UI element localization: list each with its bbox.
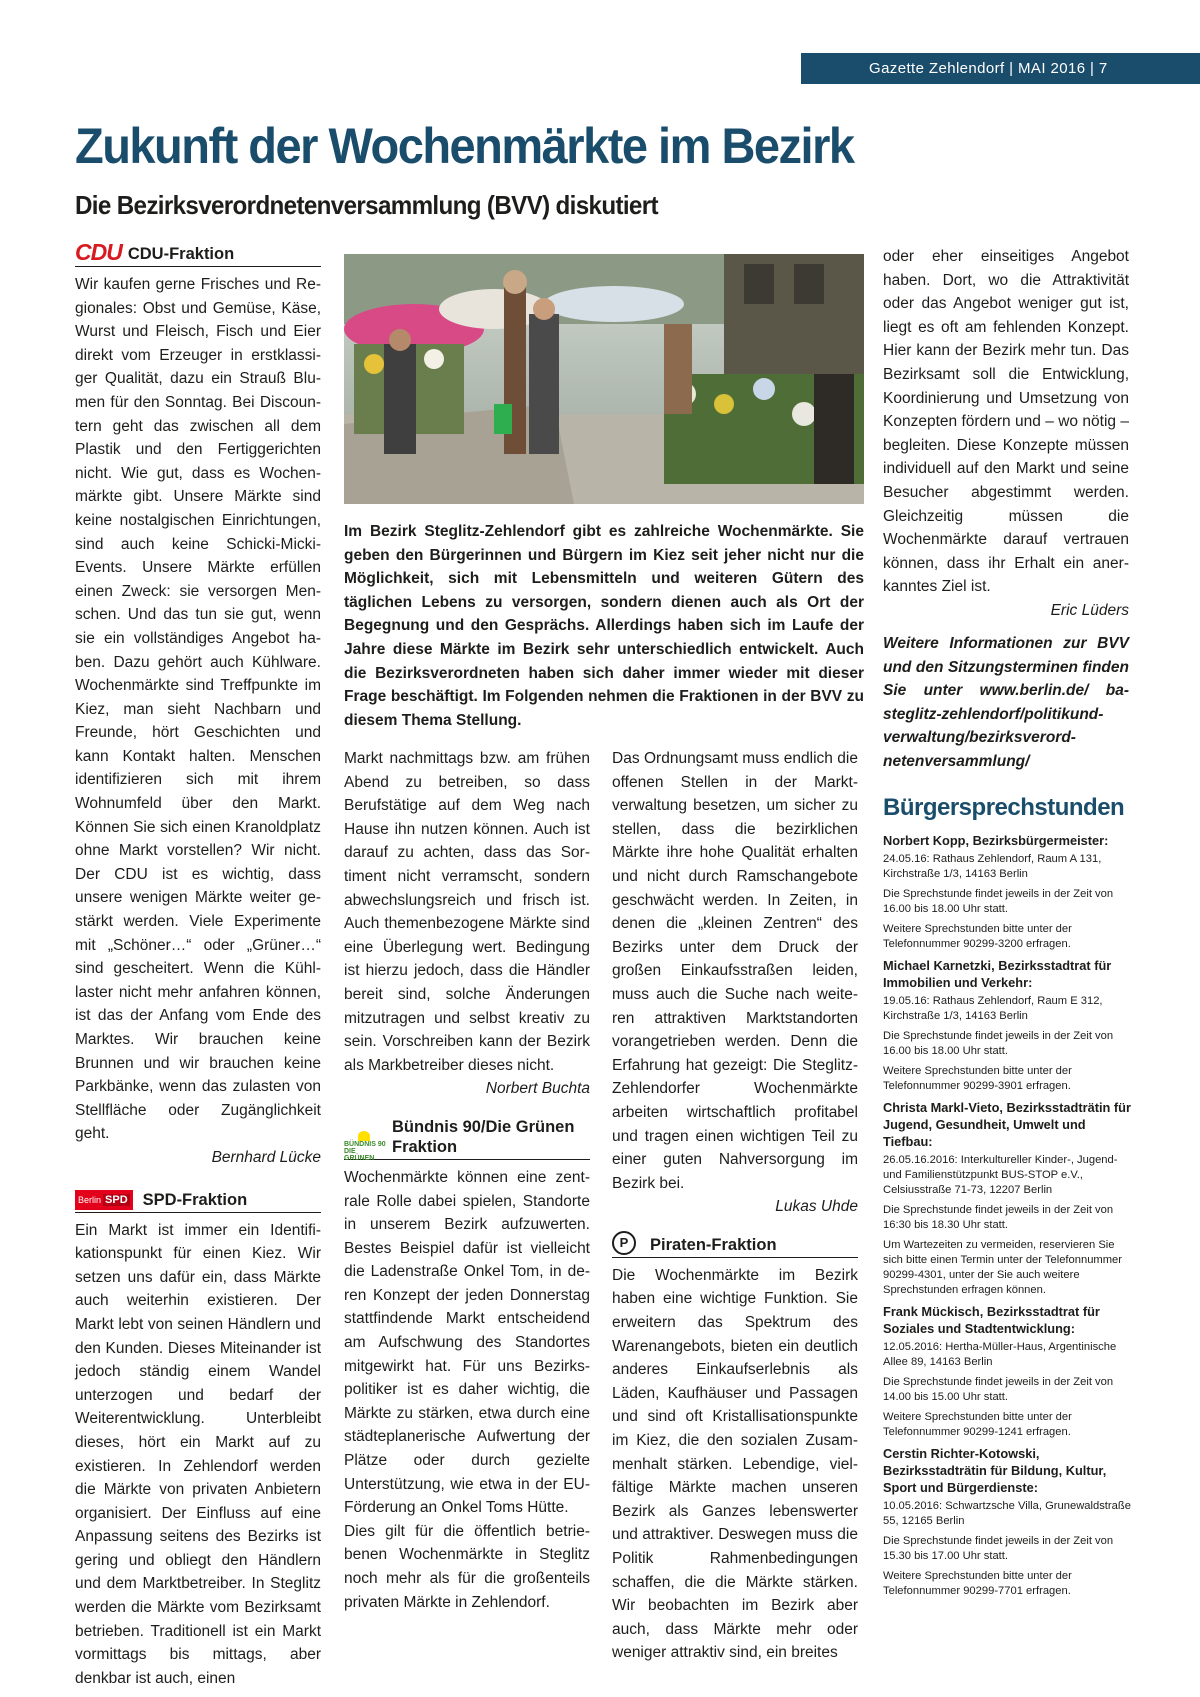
market-photo-image xyxy=(344,254,864,504)
sprechstunde-entry xyxy=(883,1445,1135,1599)
sprechstunde-line: 24.05.16: Rathaus Zehlendorf, Raum A 131, Kirchstraße 1/3, 14163 Berlin xyxy=(883,853,1102,880)
piraten-author: Eric Lüders xyxy=(1050,601,1129,619)
market-photo xyxy=(344,254,864,504)
gruene-label-line2: Fraktion xyxy=(392,1137,458,1156)
spd-author: Norbert Buchta xyxy=(485,1080,590,1098)
column-3 xyxy=(612,747,858,1665)
piraten-text: Die Wochenmärkte im Bezirk haben eine wichtige Funktion. Sie erweitern das Spektrum des Warenangebots, bieten ein deutlich anderes Einkaufserlebnis als Läden, Kaufhäuser und Passagen und sind oft Kristallisationspunkte im Kiez, die den sozialen Zusammenhalt stärken. Lebendige, vielfältige Märkte machen unseren Bezirk als Ganzes lebenswerter und attraktiver. Deswegen muss die Politik Rahmenbedingungen schaffen, die die Märkte stärken. Wir beobachten im Bezirk aber auch, dass Märkte mehr oder weniger attraktiv sind, ein breites xyxy=(612,1266,858,1662)
gruene-logo xyxy=(344,1131,386,1162)
bvv-info-text: Weitere Informationen zur BVV und den Sitzungsterminen finden Sie unter www.berlin.de/ ba-steglitz-zehlendorf/politikund-verwaltung/bezirksverordnetenversammlung/ xyxy=(883,635,1129,770)
spd-label: SPD-Fraktion xyxy=(142,1190,248,1209)
gruene-label-line1: Bündnis 90/Die Grünen xyxy=(392,1117,575,1136)
sprechstunde-line: Die Sprechstunde findet jeweils in der Zeit von 15.30 bis 17.00 Uhr statt. xyxy=(883,1535,1114,1562)
cdu-label: CDU-Fraktion xyxy=(127,245,235,263)
column-4 xyxy=(883,245,1129,623)
sprechstunde-line: Die Sprechstunde findet jeweils in der Zeit von 16:30 bis 18.30 Uhr statt. xyxy=(883,1204,1114,1231)
header-bar-text: Gazette Zehlendorf | MAI 2016 | 7 xyxy=(869,60,1108,77)
sprechstunde-entry xyxy=(883,1099,1135,1298)
lead-text: Im Bezirk Steglitz-Zehlendorf gibt es zahlreiche Wochenmärkte. Sie geben den Bürgerinnen und Bürgern im Kiez seit jeher nicht nur die Möglichkeit, sich mit Lebensmitteln und weiteren Gütern des täglichen Lebens zu versorgen, sondern dienen auch als Ort der Begegnung und den Gesprächs. Allerdings haben sich im Laufe der Jahre diese Märkte im Bezirk sehr unterschiedlich entwickelt. Auch die Bezirksverordneten haben sich daher immer wieder mit dieser Frage beschäftigt. Im Folgenden nehmen die Fraktionen in der BVV zu diesem Thema Stellung. xyxy=(344,523,864,729)
sprechstunde-line: Weitere Sprechstunden bitte unter der Telefonnummer 90299-7701 erfragen. xyxy=(883,1570,1072,1597)
spd-header xyxy=(75,1184,321,1213)
sprechstunde-line: Um Wartezeiten zu vermeiden, reservieren Sie sich bitte einen Termin unter der Telefonnummer 90299-4301, unter der Sie auch weitere Sprechstunden erfragen können. xyxy=(883,1239,1122,1296)
sprechstunde-name: Norbert Kopp, Bezirksbürgermeister: xyxy=(883,833,1109,848)
spd-text: Ein Markt ist immer ein Identifikationspunkt für einen Kiez. Wir setzen uns dafür ein, dass Märkte auch weiterhin existieren. Der Markt lebt von seinen Händlern und den Kunden. Dieses Miteinander ist jedoch ständig einem Wandel unterzogen und bedarf der Weiterentwicklung. Unterbleibt dieses, hört ein Markt auf zu existieren. In Zehlendorf werden die Märkte von privaten Anbietern organisiert. Der Einfluss auf eine Anpassung seitens des Bezirks ist gering und obliegt den Händlern und dem Marktbetreiber. In Steglitz werden die Märkte vom Bezirksamt betrieben. Traditionell ist ein Markt vormittags bis mittags, aber denkbar ist auch, einen xyxy=(75,1221,321,1687)
sprechstunde-name: Frank Mückisch, Bezirksstadtrat für Soziales und Stadtentwicklung: xyxy=(883,1304,1100,1336)
cdu-header xyxy=(75,238,321,267)
page-subheadline: Die Bezirksverordnetenversammlung (BVV) diskutiert xyxy=(75,190,658,220)
column-1 xyxy=(75,238,321,1690)
piraten-logo: P xyxy=(612,1231,636,1255)
cdu-logo: CDU xyxy=(75,239,122,265)
sprechstunde-entry xyxy=(883,957,1135,1094)
sprechstunden-list xyxy=(883,832,1135,1604)
sprechstunde-line: Die Sprechstunde findet jeweils in der Zeit von 16.00 bis 18.00 Uhr statt. xyxy=(883,888,1114,915)
gruene-text-continued: Das Ordnungsamt muss endlich die offenen Stellen in der Marktverwaltung besetzen, um sicher zu stellen, dass die bezirklichen Märkte ihre hohe Qualität erhalten und nicht durch Ramschangebote geschwächt werden. In Zeiten, in denen die „kleinen Zentren“ des Bezirks unter dem Druck der großen Einkaufsstraßen leiden, muss auch die Suche nach weiteren attraktiven Marktstandorten vorangetrieben werden. Denn die Erfahrung hat gezeigt: Die Steglitz-Zehlendorfer Wochenmärkte arbeiten wirtschaftlich profitabel und tragen einen wichtigen Teil zu einer guten Nahversorgung im Bezirk bei. xyxy=(612,750,858,1192)
sunflower-icon xyxy=(358,1131,370,1141)
sprechstunde-name: Cerstin Richter-Kotowski, Bezirksstadträtin für Bildung, Kultur, Sport und Bürgerdienste: xyxy=(883,1446,1107,1495)
cdu-text: Wir kaufen gerne Frisches und Regionales: Obst und Gemüse, Käse, Wurst und Fleisch, Fisch und Eier direkt vom Erzeuger in erstklassiger Qualität, dazu ein Strauß Blumen für den Sonntag. Bei Discountern geht das zwischen all dem Plastik und den Fertiggerichten nicht. Wie gut, dass es Wochenmärkte gibt. Unsere Märkte sind keine nostalgischen Einrichtungen, sind auch keine Schicki-Micki-Events. Unsere Märkte erfüllen einen Zweck: sie versorgen Menschen. Und das tun sie gut, wenn sie ein vollständiges Angebot haben. Dazu gehört auch Kühlware. Wochenmärkte sind Treffpunkte im Kiez, man sieht Nachbarn und Freunde, hört Geschichten und kann Kontakt halten. Menschen identifizieren sich mit ihrem Wohnumfeld über den Markt. Können Sie sich einen Kranoldplatz ohne Markt vorstellen? Wir nicht. Der CDU ist es wichtig, dass unsere wenigen Märkte weiter gestärkt werden. Viele Experimente mit „Schöner…“ oder „Grüner…“ sind gescheitert. Wenn die Kühllaster nicht mehr anfahren können, ist das der Anfang vom Ende des Marktes. Wir brauchen keine Brunnen und wir brauchen keine Parkbänke, wenn das zulasten von Stellfläche oder Zugänglichkeit geht. xyxy=(75,276,321,1143)
spd-logo-city: Berlin xyxy=(78,1194,102,1205)
sprechstunden-title: Bürgersprechstunden xyxy=(883,794,1125,821)
gruene-label xyxy=(392,1117,574,1157)
gruene-text: Wochenmärkte können eine zentrale Rolle dabei spielen, Standorte in unserem Bezirk aufzuwerten. Bestes Beispiel dafür ist vielleicht die Ladenstraße Onkel Tom, in deren Konzept der jeden Donnerstag stattfindende Markt entscheidend am Aufschwung des Standortes mitgewirkt hat. Für uns Bezirkspolitiker ist es daher wichtig, die Märkte zu stärken, etwa durch eine städteplanerische Aufwertung der Plätze oder durch gezielte Unterstützung, wie etwa in der EU-Förderung an Onkel Toms Hütte. xyxy=(344,1168,590,1517)
sprechstunde-line: 19.05.16: Rathaus Zehlendorf, Raum E 312, Kirchstraße 1/3, 14163 Berlin xyxy=(883,995,1103,1022)
gruene-author: Lukas Uhde xyxy=(775,1198,858,1216)
sprechstunde-name: Michael Karnetzki, Bezirksstadtrat für Immobilien und Verkehr: xyxy=(883,958,1112,990)
page-headline: Zukunft der Wochenmärkte im Bezirk xyxy=(75,118,854,174)
sprechstunde-line: 12.05.2016: Hertha-Müller-Haus, Argentinische Allee 89, 14163 Berlin xyxy=(883,1341,1117,1368)
sprechstunde-name: Christa Markl-Vieto, Bezirksstadträtin für Jugend, Gesundheit, Umwelt und Tiefbau: xyxy=(883,1100,1131,1149)
gruene-logo-text: BÜNDNIS 90 DIE GRÜNEN xyxy=(344,1140,386,1162)
sprechstunde-line: Weitere Sprechstunden bitte unter der Telefonnummer 90299-3200 erfragen. xyxy=(883,923,1072,950)
gruene-text-2: Dies gilt für die öffentlich betriebenen Wochenmärkte in Steglitz noch mehr als für die großenteils privaten Märkte in Zehlendorf. xyxy=(344,1522,590,1611)
sprechstunde-line: Weitere Sprechstunden bitte unter der Telefonnummer 90299-1241 erfragen. xyxy=(883,1411,1072,1438)
sprechstunde-entry xyxy=(883,832,1135,952)
sprechstunde-line: Weitere Sprechstunden bitte unter der Telefonnummer 90299-3901 erfragen. xyxy=(883,1065,1072,1092)
spd-logo-text: SPD xyxy=(105,1193,128,1206)
sprechstunde-line: 26.05.16.2016: Interkultureller Kinder-, Jugend- und Familienstützpunkt BUS-STOP e.V., Celsiusstraße 71-73, 12207 Berlin xyxy=(883,1154,1118,1196)
piraten-text-continued: oder eher einseitiges Angebot haben. Dort, wo die Attraktivität oder das Angebot weniger gut ist, liegt es oft am fehlenden Konzept. Hier kann der Bezirk mehr tun. Das Bezirksamt soll die Entwicklung, Koordinierung und Umsetzung von Konzepten fördern und – wo nötig – begleiten. Diese Konzepte müssen individuell auf den Markt und seine Besucher abgestimmt werden. Gleichzeitig müssen die Wochenmärkte darauf vertrauen können, dass ihr Erhalt ein anerkanntes Ziel ist. xyxy=(883,248,1129,596)
sprechstunde-line: Die Sprechstunde findet jeweils in der Zeit von 16.00 bis 18.00 Uhr statt. xyxy=(883,1030,1114,1057)
column-2 xyxy=(344,747,590,1614)
cdu-author: Bernhard Lücke xyxy=(211,1148,321,1166)
header-bar xyxy=(801,53,1200,84)
spd-text-continued: Markt nachmittags bzw. am frühen Abend zu betreiben, so dass Berufstätige auf dem Weg nach Hause ihn nutzen können. Auch ist darauf zu achten, dass das Sortiment nicht verramscht, sondern abwechslungsreich und frisch ist. Auch themenbezogene Märkte sind eine Überlegung wert. Bedingung ist hierzu jedoch, dass die Händler bereit sind, solche Änderungen mitzutragen und selbst kreativ zu sein. Vorschreiben kann der Bezirk als Markbetreiber dieses nicht. xyxy=(344,750,590,1074)
piraten-label: Piraten-Fraktion xyxy=(650,1235,777,1254)
sprechstunde-entry xyxy=(883,1303,1135,1440)
piraten-header xyxy=(612,1229,858,1258)
spd-logo xyxy=(75,1190,133,1210)
gruene-header xyxy=(344,1113,590,1160)
sprechstunde-line: 10.05.2016: Schwartzsche Villa, Grunewaldstraße 55, 12165 Berlin xyxy=(883,1500,1131,1527)
sprechstunde-line: Die Sprechstunde findet jeweils in der Zeit von 14.00 bis 15.00 Uhr statt. xyxy=(883,1376,1114,1403)
